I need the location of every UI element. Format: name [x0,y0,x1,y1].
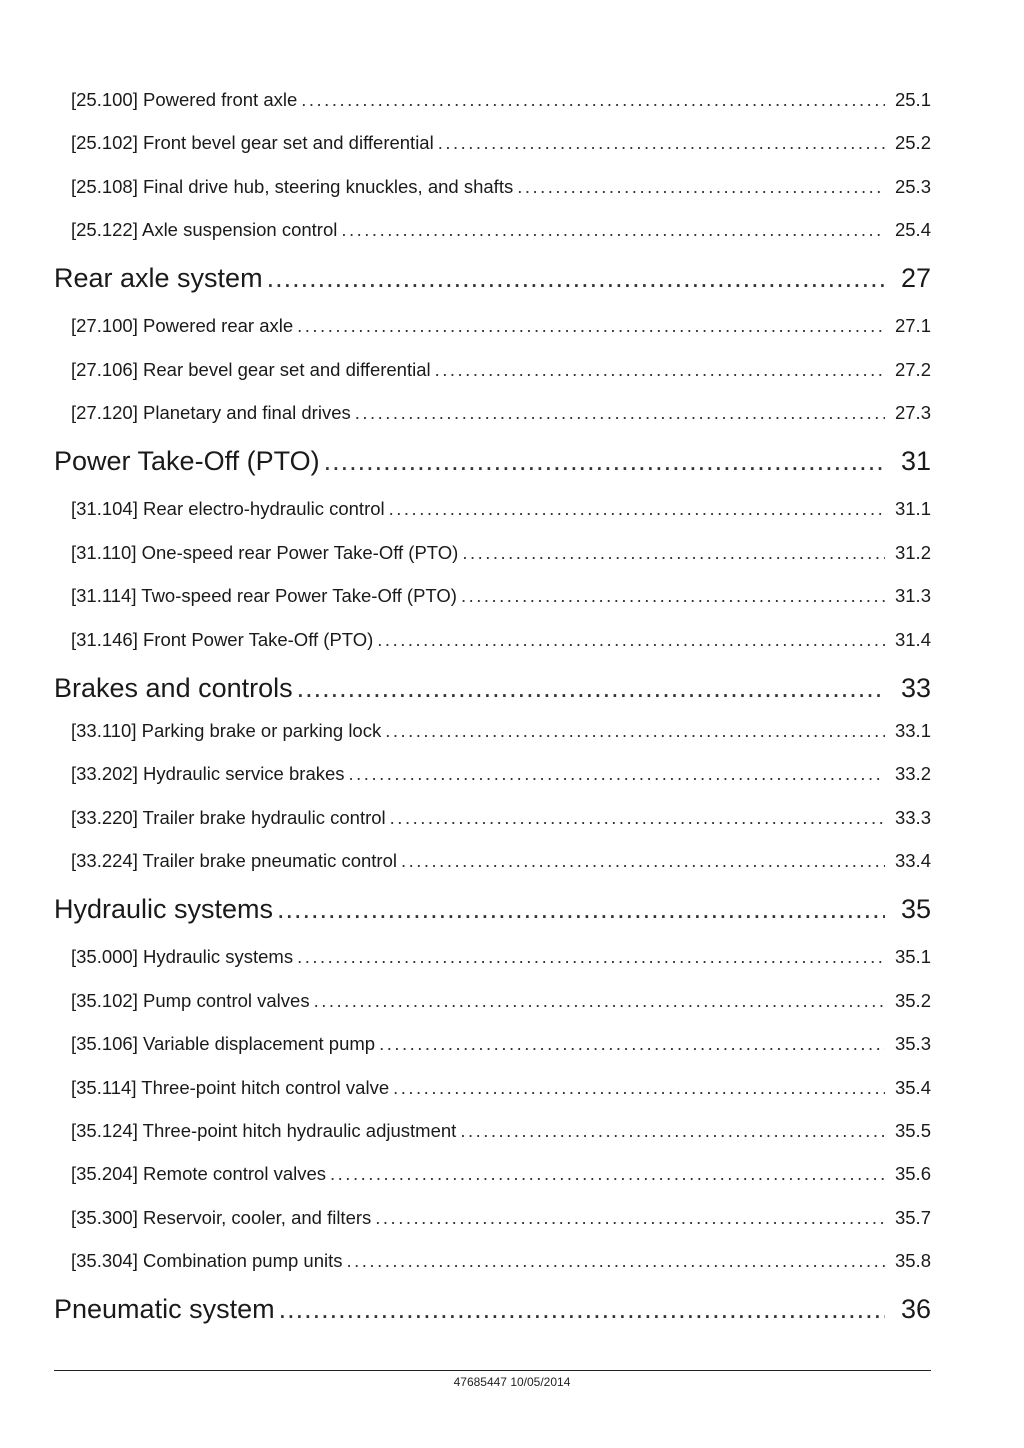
toc-section-heading[interactable] [0,894,1024,930]
dot-leader [379,1033,885,1055]
toc-entry[interactable] [0,585,1024,611]
toc-entry-label: [31.104] Rear electro-hydraulic control [71,498,385,519]
dot-leader [517,176,885,198]
dot-leader [393,1077,885,1099]
dot-leader [301,89,885,111]
toc-entry-label: [35.102] Pump control valves [71,990,310,1011]
toc-entry-page: 35.5 [894,1120,931,1141]
toc-section-page: 35 [900,894,931,924]
toc-entry[interactable] [0,720,1024,746]
toc-section-heading[interactable] [0,1294,1024,1330]
toc-entry-label: [35.106] Variable displacement pump [71,1033,376,1054]
dot-leader [341,219,885,241]
toc-entry-page: 25.1 [894,89,931,110]
dot-leader [297,315,885,337]
toc-entry-page: 35.8 [894,1250,931,1271]
toc-entry-page: 35.2 [894,990,931,1011]
toc-entry-page: 31.1 [894,498,931,519]
toc-entry-label: [35.304] Combination pump units [71,1250,343,1271]
toc-entry-label: [25.100] Powered front axle [71,89,298,110]
toc-entry[interactable] [0,1250,1024,1276]
dot-leader [277,894,885,925]
toc-entry-label: [27.120] Planetary and final drives [71,402,351,423]
toc-entry-label: [25.122] Axle suspension control [71,219,338,240]
dot-leader [347,1250,885,1272]
toc-entry[interactable] [0,850,1024,876]
toc-entry-page: 35.4 [894,1077,931,1098]
dot-leader [462,542,885,564]
toc-entry-label: [35.204] Remote control valves [71,1163,327,1184]
toc-entry-label: [35.000] Hydraulic systems [71,946,294,967]
toc-entry-label: [27.100] Powered rear axle [71,315,294,336]
dot-leader [377,629,885,651]
toc-entry-page: 35.1 [894,946,931,967]
toc-entry-page: 35.7 [894,1207,931,1228]
toc-entry[interactable] [0,542,1024,568]
dot-leader [389,498,885,520]
toc-section-page: 27 [900,263,931,293]
toc-entry[interactable] [0,315,1024,341]
toc-entry[interactable] [0,89,1024,115]
toc-section-label: Rear axle system [54,263,263,293]
toc-entry-page: 27.2 [894,359,931,380]
dot-leader [297,673,885,704]
toc-entry[interactable] [0,629,1024,655]
dot-leader [401,850,885,872]
dot-leader [330,1163,885,1185]
toc-section-heading[interactable] [0,263,1024,299]
dot-leader [314,990,885,1012]
toc-entry-label: [31.146] Front Power Take-Off (PTO) [71,629,374,650]
toc-section-label: Brakes and controls [54,673,293,703]
toc-entry-label: [31.114] Two-speed rear Power Take-Off (PTO) [71,585,457,606]
toc-entry-label: [35.124] Three-point hitch hydraulic adjustment [71,1120,457,1141]
toc-entry-page: 31.4 [894,629,931,650]
toc-entry-label: [33.220] Trailer brake hydraulic control [71,807,386,828]
toc-entry-page: 25.2 [894,132,931,153]
dot-leader [461,585,885,607]
toc-entry[interactable] [0,1207,1024,1233]
dot-leader [385,720,885,742]
dot-leader [349,763,885,785]
toc-entry-page: 25.4 [894,219,931,240]
toc-entry[interactable] [0,1120,1024,1146]
toc-entry-label: [33.110] Parking brake or parking lock [71,720,382,741]
toc-entry-label: [33.202] Hydraulic service brakes [71,763,345,784]
dot-leader [390,807,885,829]
dot-leader [279,1294,885,1325]
toc-entry[interactable] [0,176,1024,202]
dot-leader [355,402,885,424]
toc-entry-label: [33.224] Trailer brake pneumatic control [71,850,397,871]
toc-entry-page: 27.1 [894,315,931,336]
toc-section-label: Pneumatic system [54,1294,275,1324]
toc-entry[interactable] [0,132,1024,158]
toc-entry-page: 33.3 [894,807,931,828]
toc-section-label: Hydraulic systems [54,894,274,924]
toc-entry-label: [35.300] Reservoir, cooler, and filters [71,1207,372,1228]
page-footer: 47685447 10/05/2014 [453,1375,571,1389]
toc-entry-label: [27.106] Rear bevel gear set and differential [71,359,431,380]
toc-entry-label: [31.110] One-speed rear Power Take-Off (PTO) [71,542,459,563]
toc-entry[interactable] [0,807,1024,833]
toc-entry-page: 35.3 [894,1033,931,1054]
toc-entry-page: 35.6 [894,1163,931,1184]
toc-section-page: 31 [900,446,931,476]
toc-entry[interactable] [0,402,1024,428]
toc-entry[interactable] [0,219,1024,245]
toc-section-heading[interactable] [0,446,1024,482]
dot-leader [435,359,885,381]
dot-leader [324,446,885,477]
toc-entry[interactable] [0,1077,1024,1103]
toc-section-page: 36 [900,1294,931,1324]
dot-leader [267,263,885,294]
toc-entry-label: [35.114] Three-point hitch control valve [71,1077,390,1098]
toc-entry-page: 33.2 [894,763,931,784]
toc-entry-label: [25.102] Front bevel gear set and differential [71,132,434,153]
toc-section-heading[interactable] [0,673,1024,709]
dot-leader [375,1207,885,1229]
toc-entry[interactable] [0,1033,1024,1059]
toc-entry-page: 31.3 [894,585,931,606]
toc-entry-page: 33.1 [894,720,931,741]
toc-entry[interactable] [0,498,1024,524]
toc-entry-label: [25.108] Final drive hub, steering knuckles, and shafts [71,176,514,197]
dot-leader [297,946,885,968]
toc-entry-page: 25.3 [894,176,931,197]
dot-leader [460,1120,885,1142]
toc-entry[interactable] [0,359,1024,385]
toc-entry[interactable] [0,990,1024,1016]
toc-entry[interactable] [0,1163,1024,1189]
toc-section-label: Power Take-Off (PTO) [54,446,320,476]
toc-entry[interactable] [0,763,1024,789]
toc-section-page: 33 [900,673,931,703]
footer-rule [54,1370,931,1371]
dot-leader [438,132,885,154]
toc-entry[interactable] [0,946,1024,972]
toc-entry-page: 33.4 [894,850,931,871]
toc-entry-page: 31.2 [894,542,931,563]
toc-entry-page: 27.3 [894,402,931,423]
